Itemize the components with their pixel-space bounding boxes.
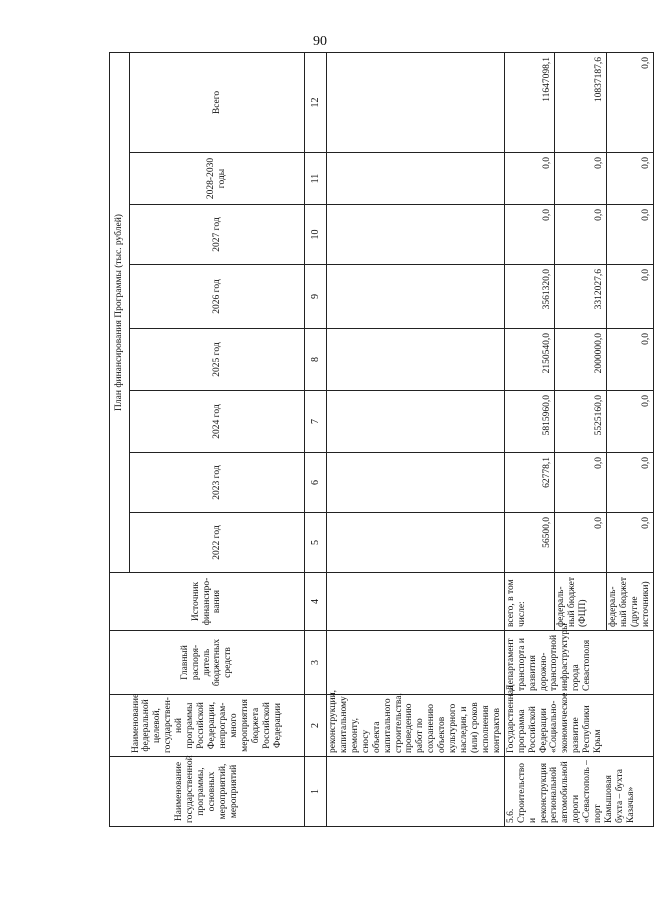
column-number: 4 — [305, 573, 327, 631]
header-years-2028-2030: 2028-2030 годы — [130, 153, 305, 205]
value-2026: 3561320,0 — [504, 265, 554, 329]
value-2027: 0,0 — [504, 205, 554, 265]
value-2023: 62778,1 — [504, 453, 554, 513]
header-total: Всего — [130, 52, 305, 152]
value-2023: 0,0 — [606, 453, 653, 513]
column-number-row — [305, 52, 327, 826]
header-program-name: Наименование государственной программы, основных мероприятий, мероприятий — [110, 757, 305, 827]
continuation-cell-empty — [327, 757, 505, 827]
value-2025: 2000000,0 — [554, 329, 606, 391]
value-2023: 0,0 — [554, 453, 606, 513]
column-number: 2 — [305, 695, 327, 757]
value-2022: 0,0 — [554, 513, 606, 573]
column-number: 1 — [305, 757, 327, 827]
funding-source: федераль-ный бюджет (ФЦП) — [554, 573, 606, 631]
item-federal-program: Государственная программа Российской Федерации «Социально-экономическое развитие Республики Крым — [504, 695, 653, 757]
header-financing-plan: План финансирования Программы (тыс. рублей) — [110, 52, 130, 572]
continuation-text: реконструкции, капитальному ремонту, сносу объекта капитального строительства, проведению работ по сохранению объектов культурного наследия, и (или) сроков исполнения контрактов — [327, 695, 505, 757]
column-number: 5 — [305, 513, 327, 573]
column-number: 9 — [305, 265, 327, 329]
item-budget-manager: Департамент транспорта и развития дорожно-транспортной инфраструктуры города Севастополя — [504, 631, 653, 695]
value-2027: 0,0 — [554, 205, 606, 265]
page-number: 90 — [313, 34, 327, 49]
value-2028-2030: 0,0 — [504, 153, 554, 205]
header-year-2027: 2027 год — [130, 205, 305, 265]
value-2026: 0,0 — [606, 265, 653, 329]
value-2022: 0,0 — [606, 513, 653, 573]
funding-source: федераль-ный бюджет (другие источники) — [606, 573, 653, 631]
value-2022: 56500,0 — [504, 513, 554, 573]
rotated-table-container — [109, 53, 651, 827]
column-number: 6 — [305, 453, 327, 513]
header-budget-manager: Главный распоря-дитель бюджетных средств — [110, 631, 305, 695]
continuation-row — [327, 52, 505, 826]
value-total: 11647098,1 — [504, 52, 554, 152]
funding-source: всего, в том числе: — [504, 573, 554, 631]
value-2025: 2150540,0 — [504, 329, 554, 391]
value-2024: 5525160,0 — [554, 391, 606, 453]
column-number: 11 — [305, 153, 327, 205]
column-number: 12 — [305, 52, 327, 152]
header-year-2026: 2026 год — [130, 265, 305, 329]
value-total: 0,0 — [606, 52, 653, 152]
header-funding-source: Источник финансиро-вания — [110, 573, 305, 631]
header-federal-program: Наименование федеральной целевой, государствен-ной программы Российской Федерации, непрограм-много мероприятия бюджета Российской Федерации — [110, 695, 305, 757]
column-number: 8 — [305, 329, 327, 391]
value-2025: 0,0 — [606, 329, 653, 391]
column-number: 3 — [305, 631, 327, 695]
value-2028-2030: 0,0 — [554, 153, 606, 205]
value-2027: 0,0 — [606, 205, 653, 265]
table-row — [504, 52, 554, 826]
item-name: 5.6. Строительство и реконструкция региональной автомобильной дороги «Севастополь – порт Камышовая бухта – бухта Казачья» — [504, 757, 653, 827]
value-total: 10837187,6 — [554, 52, 606, 152]
column-number: 10 — [305, 205, 327, 265]
value-2024: 0,0 — [606, 391, 653, 453]
value-2028-2030: 0,0 — [606, 153, 653, 205]
header-year-2025: 2025 год — [130, 329, 305, 391]
header-year-2024: 2024 год — [130, 391, 305, 453]
value-2024: 5815960,0 — [504, 391, 554, 453]
financing-table — [109, 52, 654, 827]
column-number: 7 — [305, 391, 327, 453]
value-2026: 3312027,6 — [554, 265, 606, 329]
header-year-2023: 2023 год — [130, 453, 305, 513]
header-year-2022: 2022 год — [130, 513, 305, 573]
